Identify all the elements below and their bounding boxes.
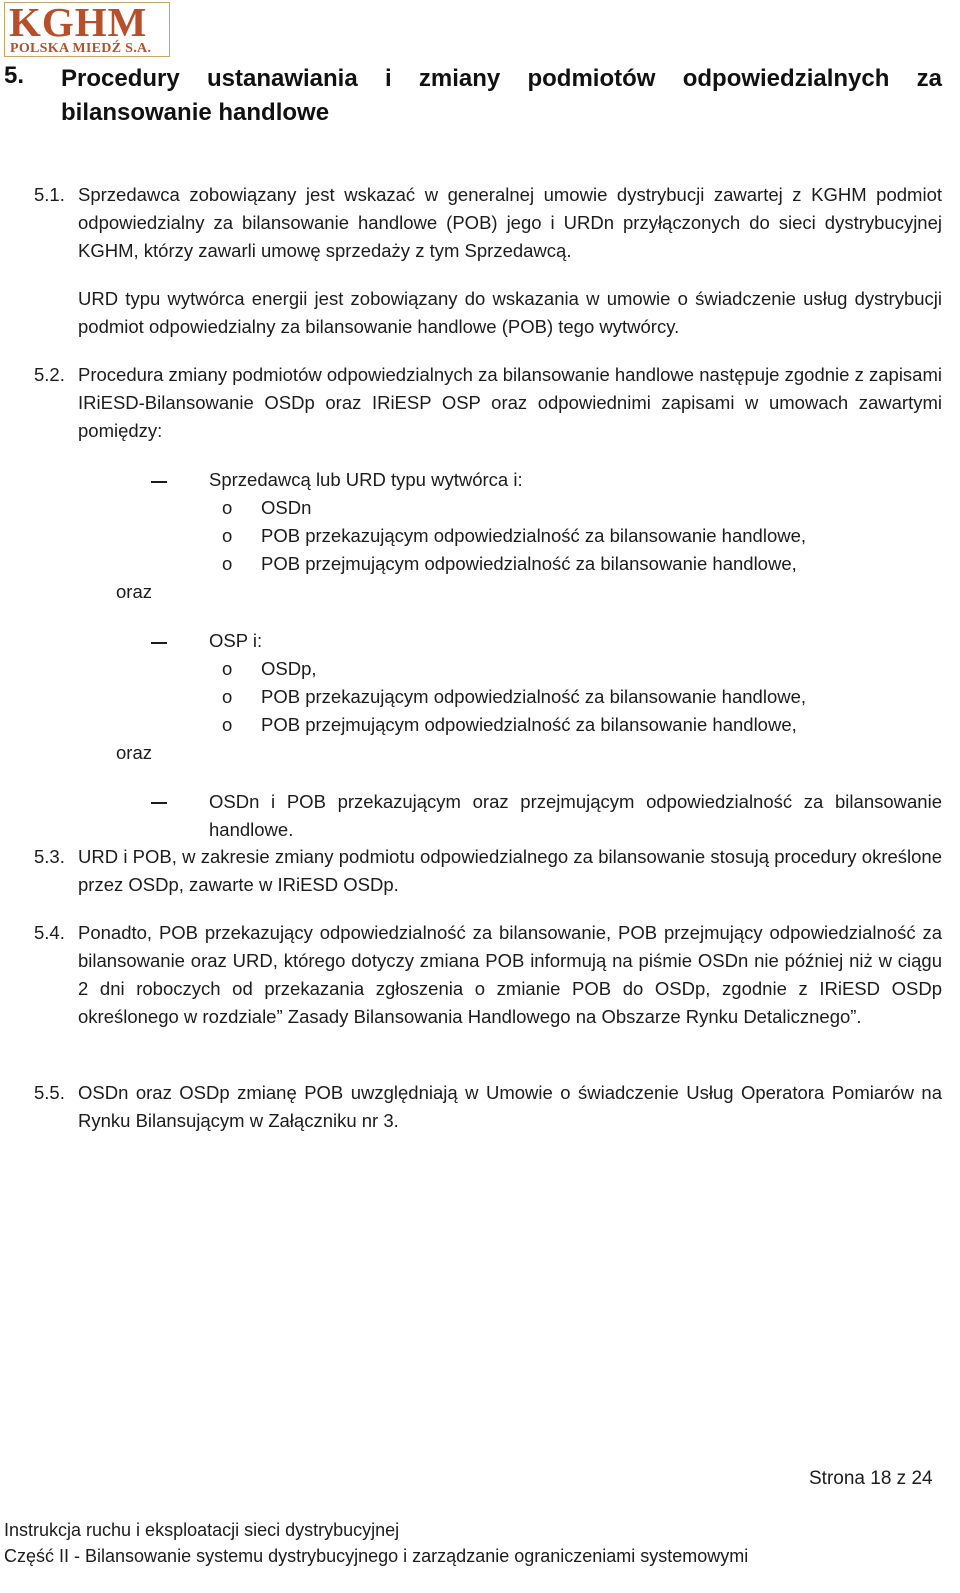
- circle-bullet: o: [222, 658, 233, 679]
- party-group-1-item: POB przejmującym odpowiedzialność za bilansowanie handlowe,: [261, 553, 797, 574]
- party-group-1-item: OSDn: [261, 497, 312, 518]
- clause-5-4-paragraph: Ponadto, POB przekazujący odpowiedzialność za bilansowanie, POB przejmujący odpowiedzialność za bilansowanie oraz URD, którego dotyczy zmiana POB informują na piśmie OSDn nie później niż w ciągu 2 dni roboczych od przekazania zgłoszenia o zmianie POB do OSDp, zgodnie z IRiESD OSDp określonego w rozdziale” Zasady Bilansowania Handlowego na Obszarze Rynku Detalicznego”.: [78, 922, 942, 1027]
- logo-subtitle: POLSKA MIEDŹ S.A.: [10, 41, 152, 56]
- clause-number-5-2: 5.2.: [34, 364, 65, 385]
- party-group-2-item: OSDp,: [261, 658, 317, 679]
- company-logo: [4, 2, 170, 57]
- circle-bullet: o: [222, 686, 233, 707]
- page-number: Strona 18 z 24: [809, 1468, 933, 1489]
- circle-bullet: o: [222, 525, 233, 546]
- clause-5-2-paragraph: Procedura zmiany podmiotów odpowiedzialnych za bilansowanie handlowe następuje zgodnie z zapisami IRiESD-Bilansowanie OSDp oraz IRiESP OSP oraz odpowiednimi zapisami w umowach zawartymi pomiędzy:: [78, 364, 942, 441]
- clause-5-3-paragraph: URD i POB, w zakresie zmiany podmiotu odpowiedzialnego za bilansowanie stosują procedury określone przez OSDp, zawarte w IRiESD OSDp.: [78, 846, 942, 895]
- party-group-1-item: POB przekazującym odpowiedzialność za bilansowanie handlowe,: [261, 525, 807, 546]
- dash-bullet: [151, 642, 167, 644]
- party-group-3-text: OSDn i POB przekazującym oraz przejmującym odpowiedzialność za bilansowanie handlowe.: [209, 791, 942, 840]
- clause-5-1-paragraph-2: URD typu wytwórca energii jest zobowiązany do wskazania w umowie o świadczenie usług dystrybucji podmiot odpowiedzialny za bilansowanie handlowe (POB) tego wytwórcy.: [78, 288, 942, 337]
- party-group-1-title: Sprzedawcą lub URD typu wytwórca i:: [209, 469, 523, 490]
- logo-wordmark: KGHM: [9, 0, 148, 45]
- circle-bullet: o: [222, 714, 233, 735]
- party-group-2-item: POB przekazującym odpowiedzialność za bilansowanie handlowe,: [261, 686, 807, 707]
- clause-number-5-5: 5.5.: [34, 1082, 65, 1103]
- clause-number-5-1: 5.1.: [34, 184, 65, 205]
- conjunction-oraz: oraz: [116, 742, 152, 763]
- clause-number-5-4: 5.4.: [34, 922, 65, 943]
- clause-5-5-paragraph: OSDn oraz OSDp zmianę POB uwzględniają w Umowie o świadczenie Usług Operatora Pomiarów na Rynku Bilansującym w Załączniku nr 3.: [78, 1082, 942, 1131]
- circle-bullet: o: [222, 497, 233, 518]
- clause-5-1-paragraph-1: Sprzedawca zobowiązany jest wskazać w generalnej umowie dystrybucji zawartej z KGHM podmiot odpowiedzialny za bilansowanie handlowe (POB) jego i URDn przyłączonych do sieci dystrybucyjnej KGHM, którzy zawarli umowę sprzedaży z tym Sprzedawcą.: [78, 184, 942, 261]
- footer-document-title: Instrukcja ruchu i eksploatacji sieci dystrybucyjnej: [4, 1520, 400, 1540]
- section-number: 5.: [4, 62, 25, 89]
- section-title: Procedury ustanawiania i zmiany podmiotów odpowiedzialnych za bilansowanie handlowe: [61, 65, 942, 126]
- dash-bullet: [151, 802, 167, 804]
- circle-bullet: o: [222, 553, 233, 574]
- conjunction-oraz: oraz: [116, 581, 152, 602]
- party-group-2-title: OSP i:: [209, 630, 263, 651]
- party-group-2-item: POB przejmującym odpowiedzialność za bilansowanie handlowe,: [261, 714, 797, 735]
- clause-number-5-3: 5.3.: [34, 846, 65, 867]
- dash-bullet: [151, 481, 167, 483]
- footer-document-part: Część II - Bilansowanie systemu dystrybucyjnego i zarządzanie ograniczeniami systemowymi: [4, 1546, 749, 1566]
